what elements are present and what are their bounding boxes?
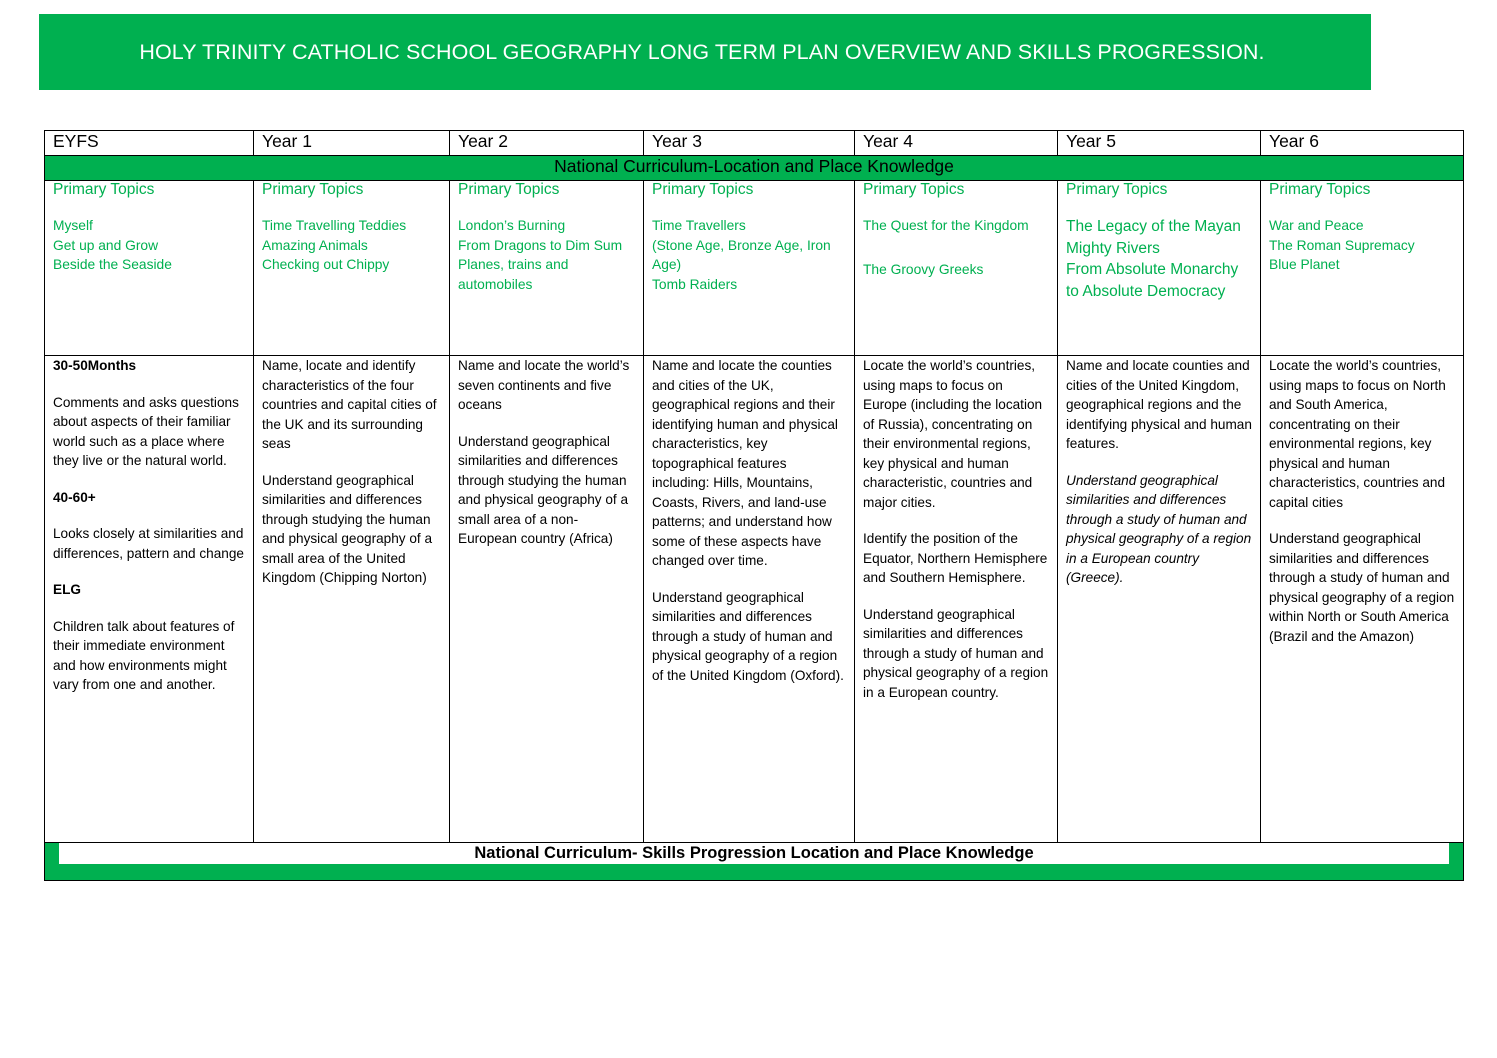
topic-item: Time Travelling Teddies xyxy=(262,218,407,233)
objective-text: Name and locate the world’s seven continents and five oceans xyxy=(458,358,630,412)
objective-text: Name, locate and identify characteristics of the four countries and capital cities of the UK and its surrounding seas xyxy=(262,358,437,451)
topic-item: The Groovy Greeks xyxy=(863,261,984,277)
topics-cell-year-2 xyxy=(450,181,644,356)
topic-item: London’s Burning xyxy=(458,218,566,233)
objective-text: Locate the world’s countries, using maps to focus on North and South America, concentrating on their environmental regions, key physical and human characteristics, countries and capital cities xyxy=(1269,358,1446,510)
objectives-cell-year-3 xyxy=(644,356,855,843)
section-row-location-knowledge xyxy=(45,156,1464,181)
topics-heading: Primary Topics xyxy=(458,181,560,198)
objectives-cell-year-4 xyxy=(855,356,1058,843)
topics-cell-eyfs xyxy=(45,181,254,356)
year-header-row xyxy=(45,131,1464,156)
objectives-cell-year-1 xyxy=(254,356,450,843)
objective-text: Name and locate the counties and cities of the UK, geographical regions and their identifying human and physical characteristics, key topographical features including: Hills, Mountains, Coasts, Rivers, and land-use patterns; and understand how some of these aspects have changed over time. xyxy=(652,358,838,568)
topics-cell-year-5 xyxy=(1058,181,1261,356)
topic-item: Get up and Grow xyxy=(53,237,159,253)
topics-cell-year-1 xyxy=(254,181,450,356)
topic-item: From Dragons to Dim Sum xyxy=(458,237,623,253)
topic-item: Tomb Raiders xyxy=(652,276,738,292)
year-header-5: Year 5 xyxy=(1058,131,1261,156)
stage-label: 40-60+ xyxy=(53,489,96,505)
stage-label: ELG xyxy=(53,582,81,597)
topic-item: Checking out Chippy xyxy=(262,257,390,272)
topics-heading: Primary Topics xyxy=(1269,181,1371,198)
topic-item: War and Peace xyxy=(1269,218,1364,233)
primary-topics-row xyxy=(45,181,1464,356)
objective-text: Understand geographical similarities and differences through a study of human and physical geography of a region in a European country. xyxy=(863,606,1049,700)
topics-heading: Primary Topics xyxy=(53,181,155,198)
topic-item: Time Travellers xyxy=(652,218,746,233)
objective-text: Comments and asks questions about aspects of their familiar world such as a place where they live or the natural world. xyxy=(53,394,239,468)
year-header-3: Year 3 xyxy=(644,131,855,156)
year-header-4: Year 4 xyxy=(855,131,1058,156)
objective-text: Identify the position of the Equator, Northern Hemisphere and Southern Hemisphere. xyxy=(863,531,1048,585)
objective-text: Understand geographical similarities and differences through studying the human and physical geography of a small area of a non-European country (Africa) xyxy=(458,433,629,546)
objective-text: Understand geographical similarities and differences through studying the human and physical geography of a small area of the United Kingdom (Chipping Norton) xyxy=(262,472,433,585)
topics-heading: Primary Topics xyxy=(863,181,965,198)
topic-item: Amazing Animals xyxy=(262,237,368,253)
section-title-location-knowledge: National Curriculum-Location and Place Knowledge xyxy=(45,156,1464,181)
objective-text: Children talk about features of their immediate environment and how environments might vary from one and another. xyxy=(53,618,235,692)
page-banner xyxy=(39,14,1371,90)
objective-text: Understand geographical similarities and differences through a study of human and physical geography of a region in a European country (Greece). xyxy=(1066,472,1252,585)
objective-text: Understand geographical similarities and differences through a study of human and physical geography of a region of the United Kingdom (Oxford). xyxy=(652,589,844,683)
objective-text: Name and locate counties and cities of the United Kingdom, geographical regions and the identifying physical and human features. xyxy=(1066,358,1252,451)
topics-heading: Primary Topics xyxy=(1066,181,1168,198)
long-term-plan-table xyxy=(44,130,1464,881)
objectives-cell-year-2 xyxy=(450,356,644,843)
topics-cell-year-3 xyxy=(644,181,855,356)
section-row-skills-progression xyxy=(45,843,1464,881)
stage-label: 30-50Months xyxy=(53,358,137,373)
objectives-cell-eyfs xyxy=(45,356,254,843)
topics-heading: Primary Topics xyxy=(262,181,364,198)
year-header-1: Year 1 xyxy=(254,131,450,156)
topic-item: The Quest for the Kingdom xyxy=(863,218,1029,233)
objectives-cell-year-5 xyxy=(1058,356,1261,843)
year-header-2: Year 2 xyxy=(450,131,644,156)
section-band-skills-progression xyxy=(45,843,1464,881)
topics-heading: Primary Topics xyxy=(652,181,754,198)
page-title: HOLY TRINITY CATHOLIC SCHOOL GEOGRAPHY LONG TERM PLAN OVERVIEW AND SKILLS PROGRESSION. xyxy=(139,39,1265,64)
section-title-skills-progression: National Curriculum- Skills Progression Location and Place Knowledge xyxy=(59,843,1449,864)
year-header-eyfs: EYFS xyxy=(45,131,254,156)
topic-item: Myself xyxy=(53,218,93,233)
topic-item: From Absolute Monarchy to Absolute Democracy xyxy=(1066,261,1239,300)
topic-item: The Legacy of the Mayan xyxy=(1066,218,1241,235)
topic-item: Blue Planet xyxy=(1269,257,1340,272)
objective-text: Understand geographical similarities and differences through a study of human and physical geography of a region within North or South America (Brazil and the Amazon) xyxy=(1269,531,1455,644)
topics-cell-year-6 xyxy=(1261,181,1464,356)
objectives-cell-year-6 xyxy=(1261,356,1464,843)
topic-item: Planes, trains and automobiles xyxy=(458,257,569,292)
objective-text: Locate the world’s countries, using maps to focus on Europe (including the location of Russia), concentrating on their environmental regions, key physical and human characteristic, countries and major cities. xyxy=(863,358,1043,510)
topic-item: Mighty Rivers xyxy=(1066,239,1160,257)
topics-cell-year-4 xyxy=(855,181,1058,356)
topic-item: (Stone Age, Bronze Age, Iron Age) xyxy=(652,237,831,272)
objective-text: Looks closely at similarities and differences, pattern and change xyxy=(53,526,244,561)
objectives-row xyxy=(45,356,1464,843)
year-header-6: Year 6 xyxy=(1261,131,1464,156)
topic-item: The Roman Supremacy xyxy=(1269,237,1415,253)
topic-item: Beside the Seaside xyxy=(53,257,172,272)
